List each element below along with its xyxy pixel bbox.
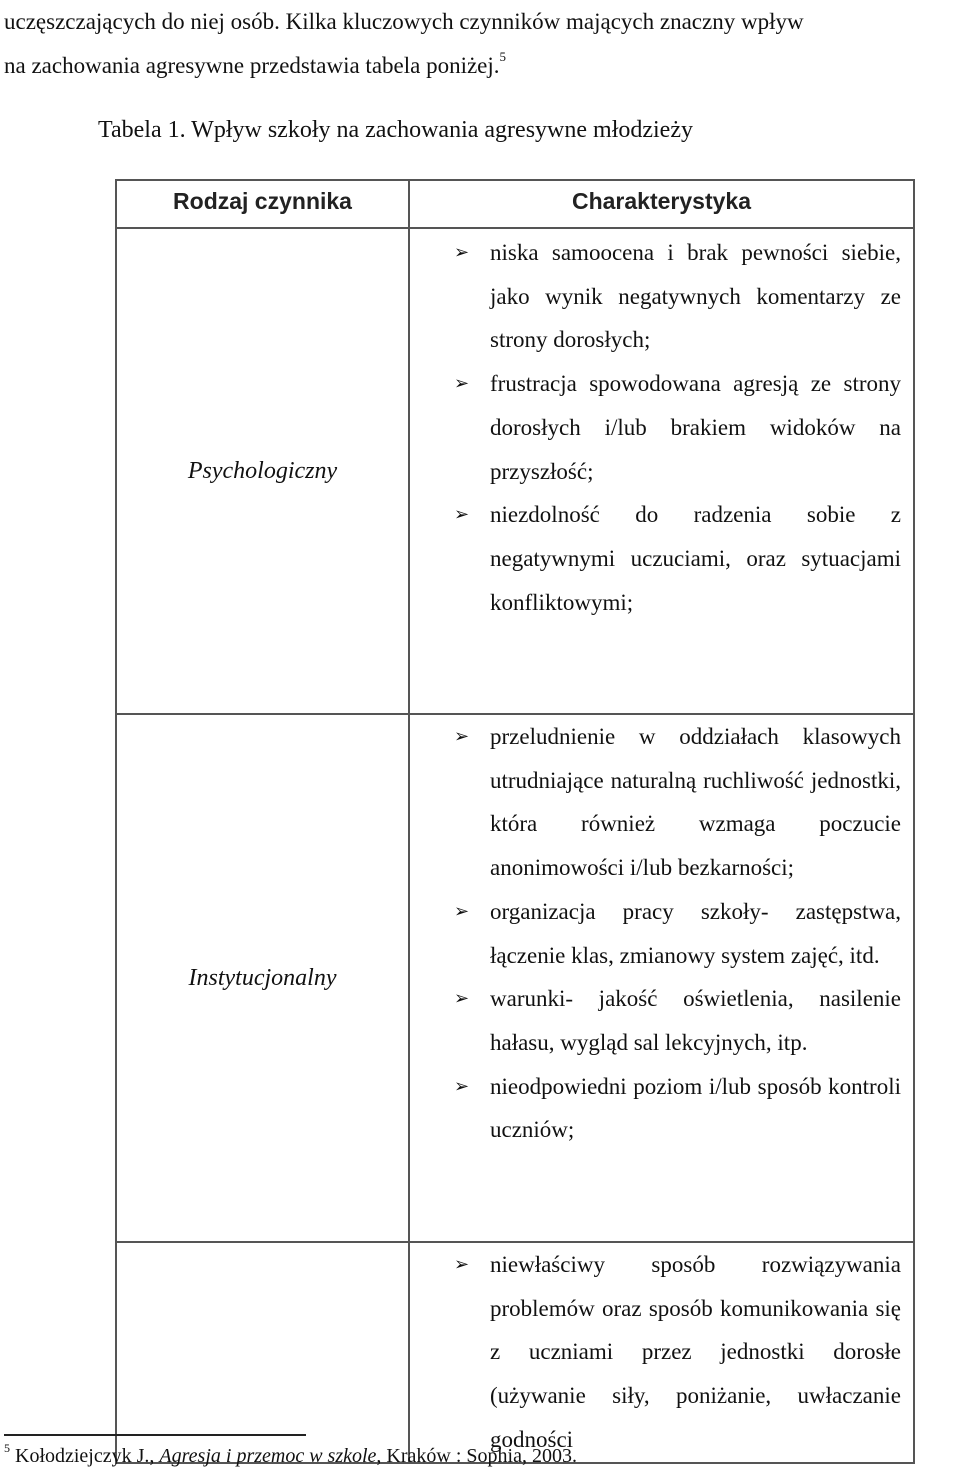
list-item	[410, 1243, 913, 1462]
factor-name-empty	[116, 1242, 409, 1463]
arrow-bullet-icon: ➢	[454, 373, 470, 394]
header-factor-type	[116, 180, 409, 228]
characteristics-list	[410, 715, 913, 1152]
list-item-text: niska samoocena i brak pewności siebie, jako wynik negatywnych komentarzy ze strony dorosłych;	[490, 240, 901, 353]
characteristics-cell	[409, 714, 914, 1242]
header-factor-type-label: Rodzaj czynnika	[173, 188, 352, 214]
header-characteristics	[409, 180, 914, 228]
list-item-text: przeludnienie w oddziałach klasowych utrudniające naturalną ruchliwość jednostki, która również wzmaga poczucie anonimowości i/lub bezkarności;	[490, 724, 901, 881]
list-item	[410, 493, 913, 624]
arrow-bullet-icon: ➢	[454, 1075, 470, 1096]
table-header-row	[116, 180, 914, 228]
factor-name-institutional: Instytucjonalny	[116, 714, 409, 1242]
list-item-text: frustracja spowodowana agresją ze strony dorosłych i/lub brakiem widoków na przyszłość;	[490, 371, 901, 484]
list-item	[410, 977, 913, 1064]
arrow-bullet-icon: ➢	[454, 1254, 470, 1274]
intro-line-2	[4, 44, 956, 88]
arrow-bullet-icon: ➢	[454, 900, 470, 921]
footnote-title: Agresja i przemoc w szkole	[159, 1445, 377, 1467]
list-item	[410, 890, 913, 977]
list-item	[410, 715, 913, 890]
footnote-reference[interactable]: 5	[499, 49, 507, 64]
characteristics-list	[410, 229, 913, 624]
characteristics-cell	[409, 1242, 914, 1463]
header-characteristics-label: Charakterystyka	[571, 188, 751, 214]
list-item-text: warunki- jakość oświetlenia, nasilenie hałasu, wygląd sal lekcyjnych, itp.	[490, 986, 901, 1055]
footnote-divider	[4, 1434, 306, 1436]
table-caption: Tabela 1. Wpływ szkoły na zachowania agresywne młodzieży	[98, 117, 693, 143]
factor-name-psychological: Psychologiczny	[116, 228, 409, 714]
intro-line-2-text: na zachowania agresywne przedstawia tabela poniżej.	[4, 53, 500, 78]
factors-table	[115, 179, 915, 1464]
table-row	[116, 1242, 914, 1463]
table-row	[116, 228, 914, 714]
list-item	[410, 231, 913, 362]
characteristics-cell	[409, 228, 914, 714]
intro-line-1: uczęszczających do niej osób. Kilka kluczowych czynników mających znaczny wpływ	[4, 9, 804, 34]
arrow-bullet-icon: ➢	[454, 242, 470, 262]
list-item	[410, 1065, 913, 1152]
list-item-text: niezdolność do radzenia sobie z negatywnymi uczuciami, oraz sytuacjami konfliktowymi;	[490, 502, 901, 615]
footnote	[4, 1442, 577, 1470]
arrow-bullet-icon: ➢	[454, 726, 470, 746]
arrow-bullet-icon: ➢	[454, 988, 470, 1009]
footnote-publication: , Kraków : Sophia, 2003.	[376, 1445, 577, 1467]
footnote-author: Kołodziejczyk J.,	[15, 1445, 160, 1467]
intro-paragraph	[4, 0, 956, 88]
list-item	[410, 362, 913, 493]
table-row	[116, 714, 914, 1242]
list-item-text: organizacja pracy szkoły- zastępstwa, łączenie klas, zmianowy system zajęć, itd.	[490, 898, 901, 968]
characteristics-list	[410, 1243, 913, 1462]
list-item-text: nieodpowiedni poziom i/lub sposób kontroli uczniów;	[490, 1073, 901, 1143]
list-item-text: niewłaściwy sposób rozwiązywania problemów oraz sposób komunikowania się z uczniami przez jednostki dorosłe (używanie siły, poniżanie, uwłaczanie godności	[490, 1252, 901, 1452]
arrow-bullet-icon: ➢	[454, 504, 470, 525]
footnote-number: 5	[4, 1441, 10, 1455]
